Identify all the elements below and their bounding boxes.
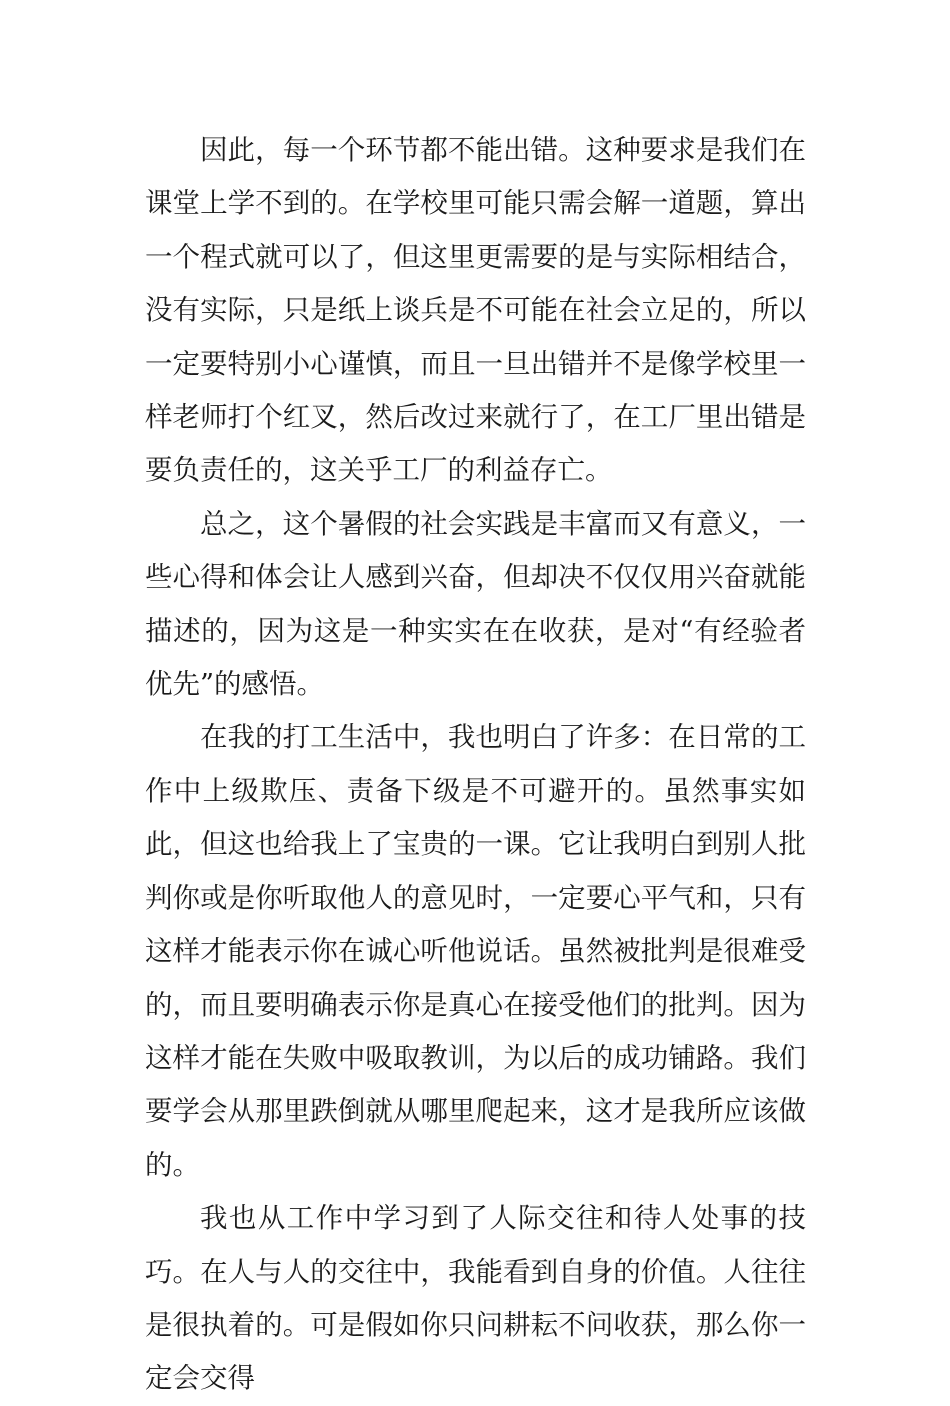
paragraph-4: 我也从工作中学习到了人际交往和待人处事的技巧。在人与人的交往中，我能看到自身的价值。人往往是很执着的。可是假如你只问耕耘不问收获，那么你一定会交得 (145, 1202, 806, 1395)
paragraph-1: 因此，每一个环节都不能出错。这种要求是我们在课堂上学不到的。在学校里可能只需会解一道题，算出一个程式就可以了，但这里更需要的是与实际相结合，没有实际，只是纸上谈兵是不可能在社会立足的，所以一定要特别小心谨慎，而且一旦出错并不是像学校里一样老师打个红叉，然后改过来就行了，在工厂里出错是要负责任的，这关乎工厂的利益存亡。 (145, 134, 806, 487)
paragraph-2: 总之，这个暑假的社会实践是丰富而又有意义，一些心得和体会让人感到兴奋，但却决不仅仅用兴奋就能描述的，因为这是一种实实在在收获，是对“有经验者优先”的感悟。 (145, 507, 806, 701)
paragraph-3: 在我的打工生活中，我也明白了许多：在日常的工作中上级欺压、责备下级是不可避开的。虽然事实如此，但这也给我上了宝贵的一课。它让我明白到别人批判你或是你听取他人的意见时，一定要心平气和，只有这样才能表示你在诚心听他说话。虽然被批判是很难受的，而且要明确表示你是真心在接受他们的批判。因为这样才能在失败中吸取教训，为以后的成功铺路。我们要学会从那里跌倒就从哪里爬起来，这才是我所应该做的。 (145, 721, 806, 1181)
document-body (145, 124, 806, 1406)
